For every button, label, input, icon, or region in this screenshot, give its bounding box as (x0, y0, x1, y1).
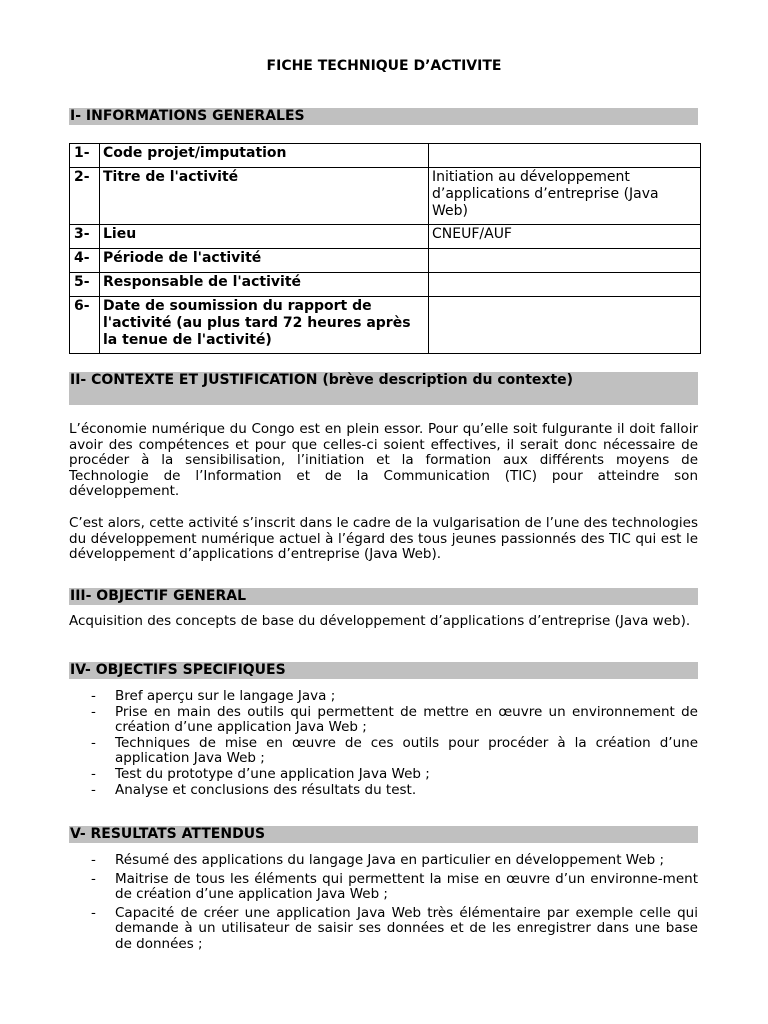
list-item: - Prise en main des outils qui permettent de mettre en œuvre un environnement de création d’une application Java Web ; (91, 703, 698, 736)
table-row (70, 249, 701, 273)
row-number: 4- (70, 249, 100, 273)
document-title: FICHE TECHNIQUE D’ACTIVITE (266, 58, 502, 74)
section-heading-informations: I- INFORMATIONS GENERALES (69, 108, 698, 125)
list-item: - Bref aperçu sur le langage Java ; (91, 688, 336, 704)
row-label: Lieu (100, 225, 429, 249)
row-label: Date de soumission du rapport de l'activité (au plus tard 72 heures après la tenue de l'activité) (100, 297, 429, 354)
table-row (70, 144, 701, 168)
row-label: Titre de l'activité (100, 168, 429, 225)
table-row (70, 225, 701, 249)
row-value (429, 144, 701, 168)
info-table (69, 143, 701, 354)
list-item: - Résumé des applications du langage Java en particulier en développement Web ; (91, 852, 665, 868)
context-paragraph-1: L’économie numérique du Congo est en plein essor. Pour qu’elle soit fulgurante il doit falloir avoir des compétences et pour que celles-ci soient effectives, il serait donc nécessaire de procéder à la sensibilisation, l’initiation et la formation aux différents moyens de Technologie de l’Information et de la Communication (TIC) pour atteindre son développement. (69, 421, 698, 500)
row-number: 5- (70, 273, 100, 297)
list-item: - Analyse et conclusions des résultats du test. (91, 781, 417, 798)
section-heading-resultats: V- RESULTATS ATTENDUS (69, 826, 698, 843)
row-value: CNEUF/AUF (429, 225, 701, 249)
row-value (429, 273, 701, 297)
row-label: Code projet/imputation (100, 144, 429, 168)
list-item: - Maitrise de tous les éléments qui permettent la mise en œuvre d’un environne-ment de création d’une application Java Web ; (91, 870, 698, 903)
context-paragraph-2: C’est alors, cette activité s’inscrit dans le cadre de la vulgarisation de l’une des technologies du développement numérique actuel à l’égard des tous jeunes passionnés des TIC qui est le développement d’applications d’entreprise (Java Web). (69, 515, 698, 563)
table-row (70, 297, 701, 354)
section-heading-objectifs-specifiques: IV- OBJECTIFS SPECIFIQUES (69, 662, 698, 679)
row-value (429, 249, 701, 273)
objectif-general-text: Acquisition des concepts de base du développement d’applications d’entreprise (Java web). (69, 613, 691, 629)
table-row (70, 168, 701, 225)
row-label: Période de l'activité (100, 249, 429, 273)
row-value: Initiation au développement d’applications d’entreprise (Java Web) (429, 168, 701, 225)
row-value (429, 297, 701, 354)
row-number: 3- (70, 225, 100, 249)
objectifs-list (69, 689, 698, 798)
row-number: 2- (70, 168, 100, 225)
resultats-list (69, 853, 698, 953)
section-heading-contexte: II- CONTEXTE ET JUSTIFICATION (brève description du contexte) (69, 372, 698, 405)
row-number: 6- (70, 297, 100, 354)
list-item: - Test du prototype d’une application Java Web ; (91, 765, 430, 782)
list-item: - Capacité de créer une application Java Web très élémentaire par exemple celle qui demande à un utilisateur de saisir ses données et de les enregistrer dans une base de données ; (91, 904, 698, 952)
row-number: 1- (70, 144, 100, 168)
table-row (70, 273, 701, 297)
section-heading-objectif-general: III- OBJECTIF GENERAL (69, 588, 698, 605)
row-label: Responsable de l'activité (100, 273, 429, 297)
list-item: - Techniques de mise en œuvre de ces outils pour procéder à la création d’une application Java Web ; (91, 734, 698, 767)
